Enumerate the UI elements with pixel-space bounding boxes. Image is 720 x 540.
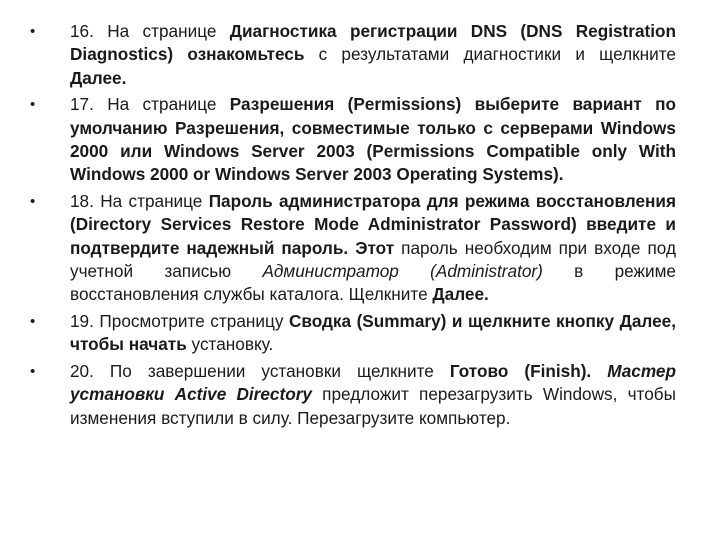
text-segment: предложит перезагрузить Windows, чтобы изменения вступили в силу. Перезагрузите компьютер. [70, 384, 676, 428]
text-segment: 18. На странице [70, 190, 209, 211]
step-17 [30, 93, 676, 187]
text-segment [591, 361, 607, 381]
bullet-icon: • [30, 362, 36, 380]
italic-segment: Администратор (Administrator) [262, 261, 543, 282]
step-text [70, 191, 676, 305]
bullet-icon: • [30, 23, 36, 40]
text-segment: 19. Просмотрите страницу [70, 310, 289, 331]
bold-italic-segment: Мастер установки Active Directory [70, 360, 676, 405]
bold-segment: Далее. [70, 67, 127, 88]
text-segment: пароль необходим при входе под учетной записью [70, 237, 676, 282]
steps-list [30, 20, 676, 430]
bold-segment: Диагностика регистрации DNS (DNS Registration Diagnostics) ознакомьтесь [70, 21, 677, 65]
bullet-icon: • [30, 312, 36, 330]
text-segment: установку. [186, 334, 274, 355]
text-segment: с результатами диагностики и щелкните [304, 44, 676, 65]
step-20 [30, 360, 676, 430]
text-segment: 20. По завершении установки щелкните [70, 360, 450, 381]
bold-segment: Разрешения (Permissions) выберите вариант по умолчанию Разрешения, совместимые только с серверами Windows 2000 или Windows Server 2003 (Permissions Compatible only With Windows 2000 or Windows Server 2003 Operating Systems). [70, 94, 676, 185]
step-19 [30, 310, 676, 357]
step-text [70, 311, 676, 354]
step-text [70, 361, 676, 428]
step-text [70, 94, 676, 184]
bullet-icon: • [30, 192, 36, 210]
text-segment: 17. На странице [70, 94, 230, 115]
step-16 [30, 20, 676, 90]
bullet-icon: • [30, 96, 36, 114]
bold-segment: Сводка (Summary) и щелкните кнопку Далее, чтобы начать [70, 310, 676, 355]
text-segment: в режиме восстановления службы каталога. Щелкните [70, 261, 676, 305]
bold-segment: Далее. [432, 284, 489, 305]
bold-segment: Пароль администратора для режима восстановления (Directory Services Restore Mode Administrator Password) введите и подтвердите надежный пароль. Этот [70, 190, 677, 258]
step-text [70, 21, 676, 88]
step-18 [30, 190, 676, 307]
bold-segment: Готово (Finish). [449, 360, 592, 381]
text-segment: 16. На странице [70, 21, 230, 41]
